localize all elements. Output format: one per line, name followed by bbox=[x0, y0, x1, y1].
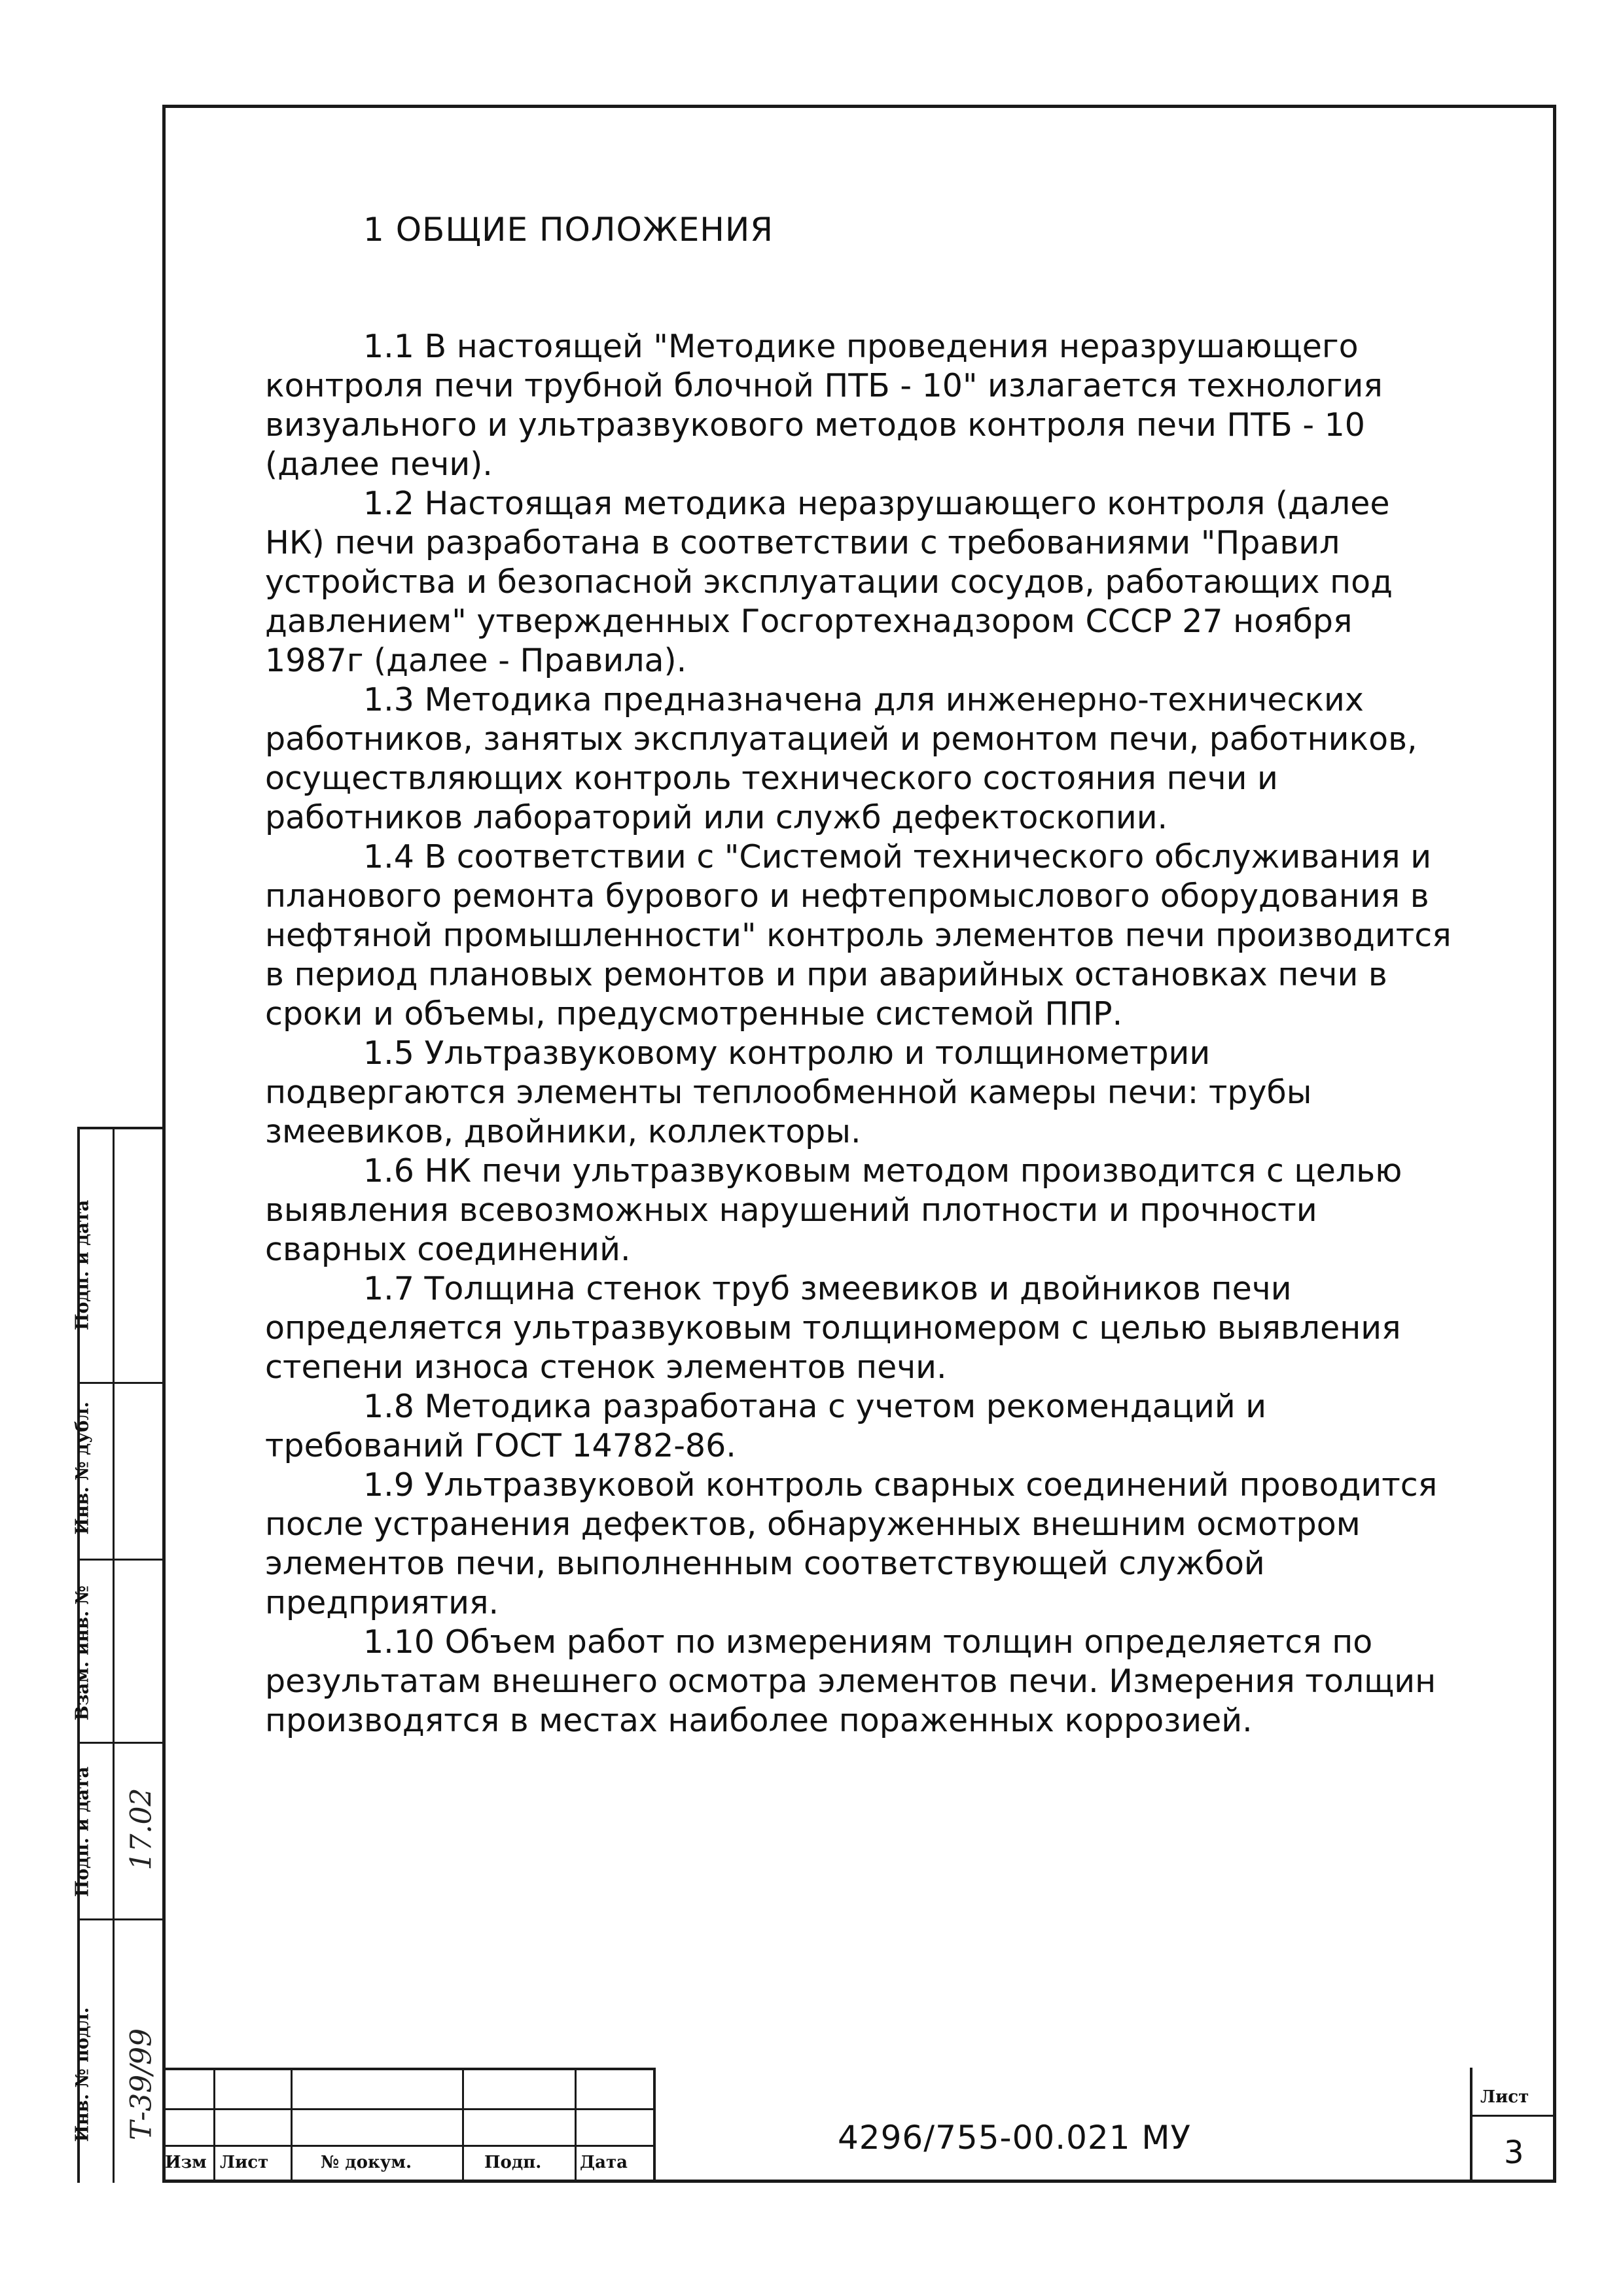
document-code: 4296/755-00.021 МУ bbox=[838, 2119, 1192, 2157]
side-label-sign-date-2: Подп. и дата bbox=[72, 1766, 93, 1898]
title-block-line bbox=[162, 2068, 654, 2070]
title-block-line bbox=[213, 2068, 215, 2183]
title-block-line bbox=[162, 2108, 654, 2110]
side-stamp-row-line bbox=[80, 1918, 162, 1920]
header-sheet: Лист bbox=[220, 2153, 269, 2172]
title-block-line bbox=[575, 2068, 577, 2183]
handwritten-date: 17.02 bbox=[124, 1788, 158, 1871]
side-label-dup-inv: Инв. № дубл. bbox=[72, 1402, 93, 1535]
title-block-line bbox=[162, 2145, 654, 2147]
side-stamp-row-line bbox=[80, 1742, 162, 1744]
side-stamp-divider bbox=[113, 1129, 115, 2183]
paragraph-1-2: 1.2 Настоящая методика неразрушающего контроля (далее НК) печи разработана в соответствии с требованиями "Правил устройства и безопасной эксплуатации сосудов, работающих под давлением" утвержденных Госгортехнадзором СССР 27 ноября 1987г (далее - Правила). bbox=[265, 485, 1393, 679]
side-stamp-row-line bbox=[80, 1382, 162, 1384]
header-date: Дата bbox=[580, 2153, 628, 2172]
paragraph-1-4: 1.4 В соответствии с "Системой технического обслуживания и планового ремонта бурового и нефтепромыслового оборудования в нефтяной промышленности" контроль элементов печи производится в период плановых ремонтов и при аварийных остановках печи в сроки и объемы, предусмотренные системой ППР. bbox=[265, 838, 1452, 1033]
title-block-line bbox=[653, 2068, 656, 2183]
side-stamp-row-line bbox=[80, 1559, 162, 1561]
paragraph-1-7: 1.7 Толщина стенок труб змеевиков и двойников печи определяется ультразвуковым толщиномером с целью выявления степени износа стенок элементов печи. bbox=[265, 1270, 1401, 1386]
paragraph-1-3: 1.3 Методика предназначена для инженерно-технических работников, занятых эксплуатацией и ремонтом печи, работников, осуществляющих контроль технического состояния печи и работников лабораторий или служб дефектоскопии. bbox=[265, 681, 1418, 836]
paragraph-1-6: 1.6 НК печи ультразвуковым методом производится с целью выявления всевозможных нарушений плотности и прочности сварных соединений. bbox=[265, 1152, 1402, 1268]
paragraph-1-9: 1.9 Ультразвуковой контроль сварных соединений проводится после устранения дефектов, обнаруженных внешним осмотром элементов печи, выполненным соответствующей службой предприятия. bbox=[265, 1466, 1438, 1621]
paragraph-1-8: 1.8 Методика разработана с учетом рекомендаций и требований ГОСТ 14782-86. bbox=[265, 1388, 1267, 1464]
title-block-line bbox=[1470, 2115, 1556, 2117]
sheet-number: 3 bbox=[1504, 2134, 1524, 2171]
title-block-line bbox=[462, 2068, 464, 2183]
side-label-sign-date: Подп. и дата bbox=[72, 1199, 93, 1331]
paragraph-1-5: 1.5 Ультразвуковому контролю и толщинометрии подвергаются элементы теплообменной камеры печи: трубы змеевиков, двойники, коллекторы. bbox=[265, 1034, 1312, 1150]
header-doc-no: № докум. bbox=[321, 2153, 412, 2172]
side-label-replace-inv: Взам. инв. № bbox=[72, 1585, 93, 1721]
section-title: 1 ОБЩИЕ ПОЛОЖЕНИЯ bbox=[363, 211, 774, 249]
handwritten-inventory: Т-39/99 bbox=[124, 2028, 158, 2141]
header-change: Изм bbox=[165, 2153, 207, 2172]
title-block-line bbox=[1470, 2068, 1472, 2183]
sheet-label: Лист bbox=[1480, 2087, 1529, 2107]
paragraph-1-10: 1.10 Объем работ по измерениям толщин определяется по результатам внешнего осмотра элементов печи. Измерения толщин производятся в местах наиболее пораженных коррозией. bbox=[265, 1623, 1436, 1739]
paragraph-1-1: 1.1 В настоящей "Методике проведения неразрушающего контроля печи трубной блочной ПТБ - 10" излагается технология визуального и ультразвукового методов контроля печи ПТБ - 10 (далее печи). bbox=[265, 328, 1383, 483]
title-block-line bbox=[291, 2068, 293, 2183]
side-label-orig-inv: Инв. № подл. bbox=[72, 2007, 93, 2142]
document-body bbox=[265, 327, 1456, 1740]
header-signature: Подп. bbox=[484, 2153, 542, 2172]
